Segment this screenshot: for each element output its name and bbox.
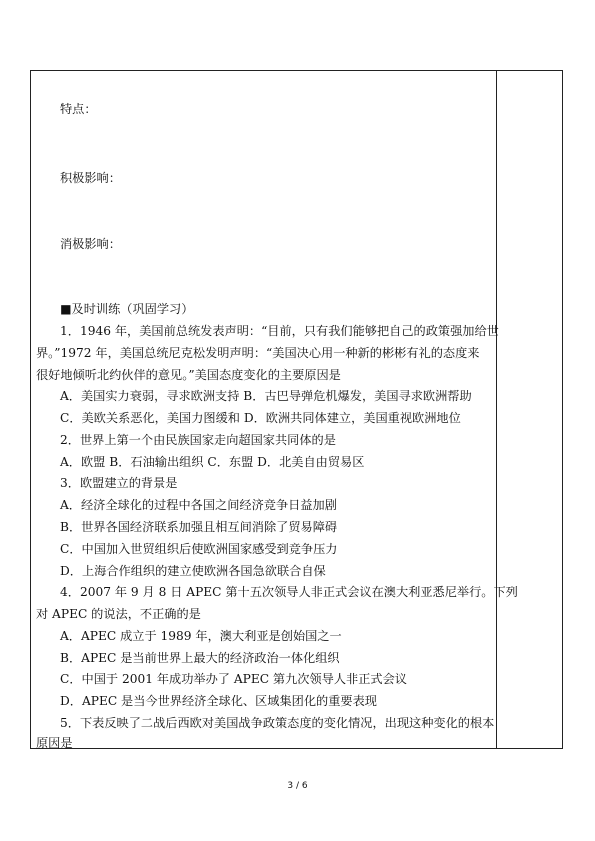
question-line: 1．1946 年，美国前总统发表声明：“目前，只有我们能够把自己的政策强加给世 (60, 324, 499, 338)
answer-option-line: D．上海合作组织的建立使欧洲各国急欲联合自保 (60, 564, 326, 578)
question-line: 3．欧盟建立的背景是 (60, 476, 178, 490)
question-line: 5．下表反映了二战后西欧对美国战争政策态度的变化情况，出现这种变化的根本 (60, 716, 495, 730)
question-line: 原因是 (36, 736, 73, 750)
practice-heading: ■及时训练（巩固学习） (60, 302, 194, 316)
question-line: 很好地倾听北约伙伴的意见。”美国态度变化的主要原因是 (36, 368, 341, 382)
answer-option-line: A．经济全球化的过程中各国之间经济竞争日益加剧 (60, 498, 337, 512)
question-line: 对 APEC 的说法，不正确的是 (36, 607, 201, 621)
main-cell (31, 71, 518, 750)
features-label: 特点： (60, 102, 97, 116)
answer-option-line: C．中国加入世贸组织后使欧洲国家感受到竞争压力 (60, 542, 338, 556)
page-number: 3 / 6 (287, 781, 308, 791)
answer-option-line: A．APEC 成立于 1989 年，澳大利亚是创始国之一 (60, 629, 342, 643)
answer-option-line: D．APEC 是当今世界经济全球化、区域集团化的重要表现 (60, 694, 377, 708)
answer-option-line: C．中国于 2001 年成功举办了 APEC 第九次领导人非正式会议 (60, 672, 407, 686)
column-divider (496, 70, 497, 749)
answer-option-line: B．世界各国经济联系加强且相互间消除了贸易障碍 (60, 520, 338, 534)
question-line: 4．2007 年 9 月 8 日 APEC 第十五次领导人非正式会议在澳大利亚悉尼举行。下列 (60, 585, 518, 599)
positive-impact-label: 积极影响： (60, 171, 121, 185)
answer-option-line: B．APEC 是当前世界上最大的经济政治一体化组织 (60, 651, 340, 665)
answer-option-line: C．美欧关系恶化，美国力图缓和 D．欧洲共同体建立，美国重视欧洲地位 (60, 411, 461, 425)
answer-option-line: A．美国实力衰弱，寻求欧洲支持 B．古巴导弹危机爆发，美国寻求欧洲帮助 (60, 389, 472, 403)
question-line: 界。”1972 年，美国总统尼克松发明声明：“美国决心用一种新的彬彬有礼的态度来 (36, 346, 480, 360)
question-line: 2．世界上第一个由民族国家走向超国家共同体的是 (60, 433, 336, 447)
negative-impact-label: 消极影响： (60, 237, 121, 251)
answer-option-line: A．欧盟 B．石油输出组织 C．东盟 D．北美自由贸易区 (60, 455, 365, 469)
